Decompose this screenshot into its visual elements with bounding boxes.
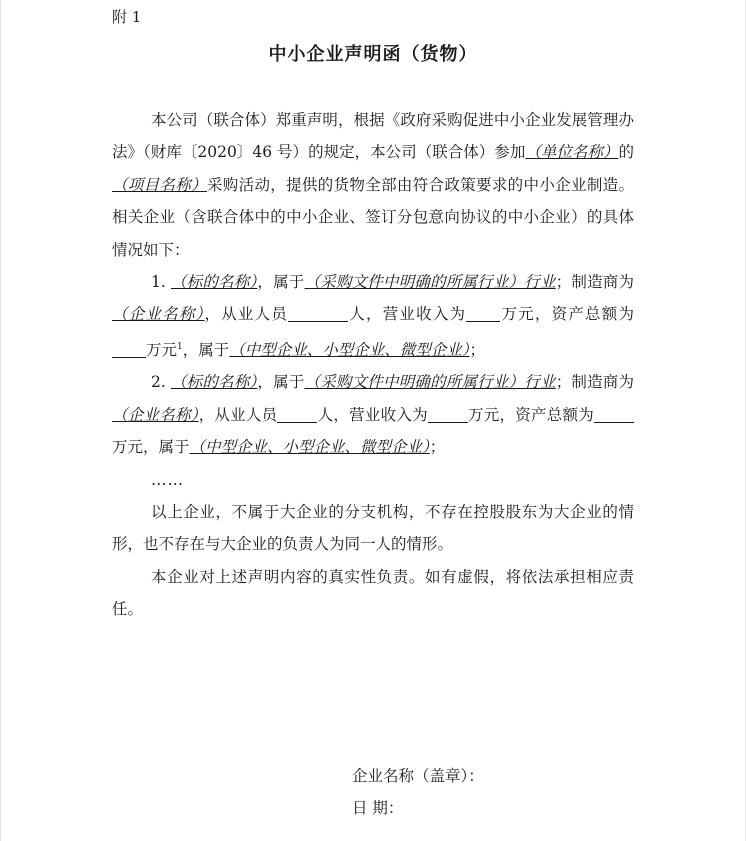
assets-blank [594, 406, 634, 423]
footnote-marker: 1 [177, 341, 183, 352]
staff-count-blank [288, 305, 348, 322]
item-1 [112, 266, 634, 366]
belongs-label: ，属于 [257, 273, 305, 292]
intro-text-c: 采购活动，提供的货物全部由符合政策要求的中小企业制造。相关企业（含联合体中的中小企业、签订分包意向协议的中小企业）的具体情况如下： [112, 175, 634, 259]
revenue-blank [466, 305, 500, 322]
item-end: ； [469, 341, 486, 359]
revenue-blank [428, 406, 468, 423]
company-name-field: （企业名称） [112, 305, 205, 324]
staff-unit-label: 人，营业收入为 [317, 405, 428, 424]
item-end: ； [429, 438, 446, 457]
belongs-label-2: ，属于 [143, 438, 190, 457]
attachment-label: 附 1 [112, 8, 142, 26]
assets-blank [112, 341, 146, 358]
revenue-unit-label: 万元，资产总额为 [500, 305, 634, 324]
signature-block [352, 760, 484, 825]
responsibility-paragraph: 本企业对上述声明内容的真实性负责。如有虚假，将依法承担相应责任。 [112, 567, 634, 619]
manufacturer-label: ；制造商为 [555, 373, 634, 392]
intro-paragraph [112, 104, 634, 266]
page-title: 中小企业声明函（货物） [268, 44, 478, 65]
belongs-label: ，属于 [257, 373, 305, 392]
subject-name-field: （标的名称） [170, 373, 258, 392]
subject-name-field: （标的名称） [170, 273, 258, 292]
page-edge-left [0, 0, 1, 841]
belongs-label-2: ，属于 [182, 341, 230, 359]
project-name-field: （项目名称） [112, 175, 207, 194]
industry-field: （采购文件中明确的所属行业）行业 [304, 273, 556, 292]
staff-label: ，从业人员 [198, 405, 278, 424]
item-2 [112, 366, 634, 463]
unit-name-field: （单位名称） [525, 143, 619, 162]
staff-label: ，从业人员 [204, 305, 289, 324]
item-number: 1. [151, 273, 166, 292]
assets-unit-label: 万元 [112, 438, 144, 457]
revenue-unit-label: 万元，资产总额为 [467, 405, 594, 424]
industry-field: （采购文件中明确的所属行业）行业 [304, 373, 556, 392]
date-label: 日 期： [352, 799, 404, 818]
declaration-body [112, 104, 634, 626]
assets-unit-label: 万元 [146, 341, 178, 359]
staff-unit-label: 人，营业收入为 [348, 305, 467, 324]
item-number: 2. [151, 373, 166, 392]
manufacturer-label: ；制造商为 [555, 273, 634, 292]
enterprise-scale-field: （中型企业、小型企业、微型企业） [189, 438, 430, 457]
company-name-field: （企业名称） [112, 405, 199, 424]
intro-text-b: 的 [618, 143, 634, 162]
company-seal-label: 企业名称（盖章）： [352, 767, 484, 785]
enterprise-scale-field: （中型企业、小型企业、微型企业） [229, 341, 470, 359]
statement-paragraph: 以上企业，不属于大企业的分支机构，不存在控股股东为大企业的情形，也不存在与大企业的负责人为同一人的情形。 [112, 503, 634, 554]
ellipsis: …… [151, 470, 184, 489]
intro-text-a: 本公司（联合体）郑重声明，根据《政府采购促进中小企业发展管理办法》（财库〔2020〕46 号）的规定，本公司（联合体）参加 [112, 111, 634, 162]
staff-count-blank [277, 406, 317, 423]
